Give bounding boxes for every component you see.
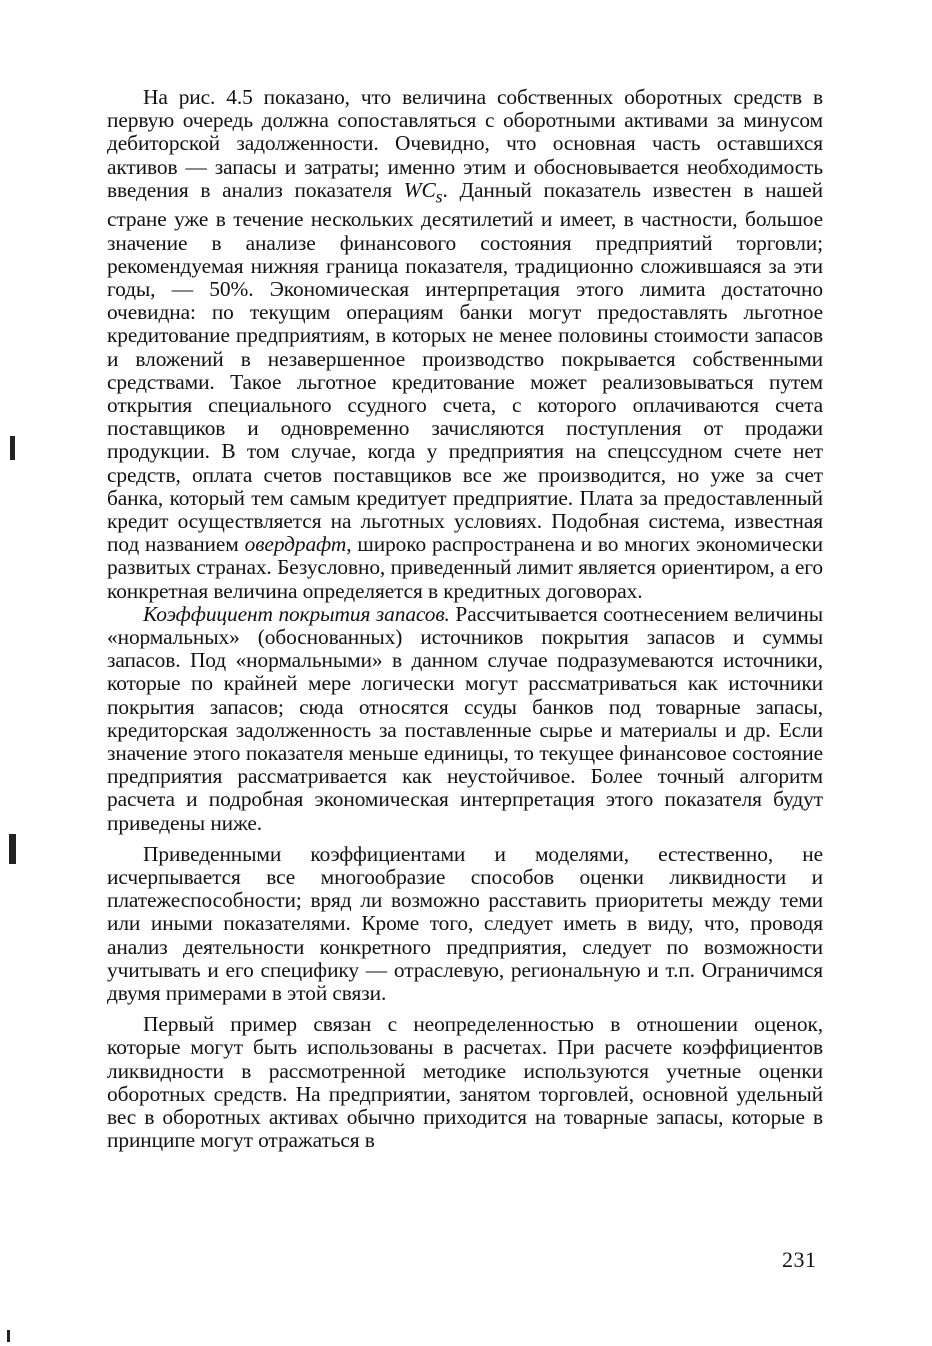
text-segment: WC: [403, 177, 436, 202]
text-segment: овердрафт: [244, 532, 347, 557]
scan-mark-bottom: [7, 1330, 10, 1342]
paragraph-4: [107, 1013, 823, 1152]
text-segment: Коэффициент покрытия запасов.: [143, 601, 450, 626]
scan-mark-top: [10, 436, 15, 460]
text-segment: На рис. 4.5 показано, что величина собственных оборотных средств в первую очередь должна сопоставляться с оборотными активами за минусом дебиторской задолженности. Очевидно, что основная часть оставшихся активов — запасы и затраты; именно этим и обосновывается необходимость введения в анализ показателя: [107, 85, 823, 202]
text-segment: , широко распространена и во многих экономически развитых странах. Безусловно, приведенный лимит является ориентиром, а его конкретная величина определяется в кредитных договорах.: [107, 532, 823, 603]
text-segment: Приведенными коэффициентами и моделями, естественно, не исчерпывается все многообразие способов оценки ликвидности и платежеспособности; вряд ли возможно расставить приоритеты между теми или иными показателями. Кроме того, следует иметь в виду, что, проводя анализ деятельности конкретного предприятия, следует по возможности учитывать и его специфику — отраслевую, региональную и т.п. Ограничимся двумя примерами в этой связи.: [107, 841, 823, 1005]
scan-mark-middle: [9, 834, 16, 864]
paragraph-1: [107, 86, 823, 603]
paragraph-2: [107, 603, 823, 835]
text-segment: . Данный показатель известен в нашей стране уже в течение нескольких десятилетий и имеет, в частности, большое значение в анализе финансового состояния предприятий торговли; рекомендуемая нижняя граница показателя, традиционно сложившаяся за эти годы, — 50%. Экономическая интерпретация этого лимита достаточно очевидна: по текущим операциям банки могут предоставлять льготное кредитование предприятиям, в которых не менее половины стоимости запасов и вложений в незавершенное производство покрывается собственными средствами. Такое льготное кредитование может реализовываться путем открытия специального ссудного счета, с которого оплачиваются счета поставщиков и одновременно зачисляются поступления от продажи продукции. В том случае, когда у предприятия на спецссудном счете нет средств, оплата счетов поставщиков все же производится, но уже за счет банка, который тем самым кредитует предприятие. Плата за предоставленный кредит осуществляется на льготных условиях. Подобная система, известная под названием: [107, 177, 823, 557]
text-segment: Рассчитывается соотнесением величины «нормальных» (обоснованных) источников покрытия запасов и суммы запасов. Под «нормальными» в данном случае подразумеваются источники, которые по крайней мере логически могут рассматриваться как источники покрытия запасов; сюда относятся ссуды банков под товарные запасы, кредиторская задолженность за поставленные сырье и материалы и др. Если значение этого показателя меньше единицы, то текущее финансовое состояние предприятия рассматривается как неустойчивое. Более точный алгоритм расчета и подробная экономическая интерпретация этого показателя будут приведены ниже.: [107, 601, 823, 835]
page-number: 231: [782, 1247, 817, 1272]
text-segment: s: [435, 186, 443, 207]
paragraph-3: [107, 843, 823, 1005]
text-segment: Первый пример связан с неопределенностью в отношении оценок, которые могут быть использованы в расчетах. При расчете коэффициентов ликвидности в рассмотренной методике используются учетные оценки оборотных средств. На предприятии, занятом торговлей, основной удельный вес в оборотных активах обычно приходится на товарные запасы, которые в принципе могут отражаться в: [107, 1012, 823, 1153]
body-text: [107, 86, 823, 1152]
